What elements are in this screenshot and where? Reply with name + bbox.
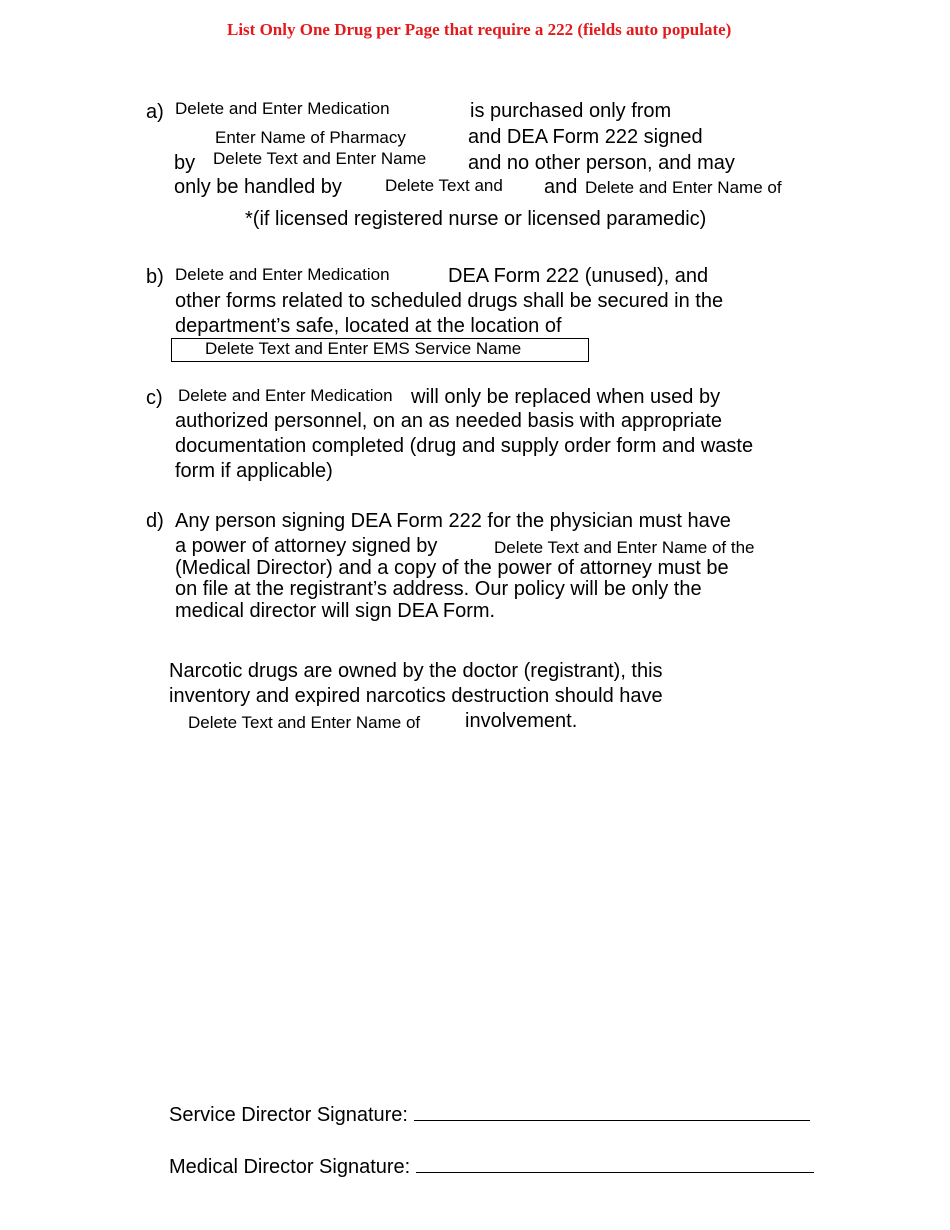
item-a-label: a) <box>146 101 164 123</box>
a-text-1: is purchased only from <box>470 100 672 122</box>
narcotic-text-2: inventory and expired narcotics destruction should have <box>169 685 663 707</box>
b-medication-field[interactable]: Delete and Enter Medication <box>175 265 390 284</box>
medical-director-label: Medical Director Signature: <box>169 1156 411 1178</box>
c-text-1: will only be replaced when used by <box>411 386 721 408</box>
c-text-4: form if applicable) <box>175 460 333 482</box>
b-text-1: DEA Form 222 (unused), and <box>448 265 709 287</box>
narcotic-name-field[interactable]: Delete Text and Enter Name of <box>188 713 421 732</box>
a-medication-field[interactable]: Delete and Enter Medication <box>175 99 390 118</box>
service-director-signature <box>169 1104 810 1127</box>
a-text-4: only be handled by <box>174 176 342 198</box>
d-name-field[interactable]: Delete Text and Enter Name of the <box>494 538 755 557</box>
d-text-2: a power of attorney signed by <box>175 535 438 557</box>
a-text-3: and no other person, and may <box>468 152 735 174</box>
a-handler-field[interactable]: Delete Text and <box>385 176 503 195</box>
d-text-4: on file at the registrant’s address. Our policy will be only the <box>175 578 702 600</box>
a-text-2: and DEA Form 222 signed <box>468 126 703 148</box>
item-d-label: d) <box>146 510 164 532</box>
d-text-1: Any person signing DEA Form 222 for the physician must have <box>175 510 731 532</box>
service-director-label: Service Director Signature: <box>169 1104 408 1126</box>
a-pharmacy-field[interactable]: Enter Name of Pharmacy <box>215 128 406 147</box>
page-header: List Only One Drug per Page that require a 222 (fields auto populate) <box>227 20 732 39</box>
medical-director-signature-line[interactable] <box>416 1156 814 1173</box>
c-medication-field[interactable]: Delete and Enter Medication <box>178 386 393 405</box>
c-text-3: documentation completed (drug and supply order form and waste <box>175 435 754 457</box>
medical-director-signature <box>169 1156 814 1179</box>
d-text-5: medical director will sign DEA Form. <box>175 600 496 622</box>
narcotic-text-1: Narcotic drugs are owned by the doctor (registrant), this <box>169 660 663 682</box>
item-c-label: c) <box>146 387 163 409</box>
service-director-signature-line[interactable] <box>414 1104 810 1121</box>
d-text-3: (Medical Director) and a copy of the power of attorney must be <box>175 557 729 579</box>
narcotic-text-3: involvement. <box>465 710 578 732</box>
b-service-name-field[interactable]: Delete Text and Enter EMS Service Name <box>171 338 589 362</box>
item-b-label: b) <box>146 266 164 288</box>
a-name-of-field[interactable]: Delete and Enter Name of <box>585 178 782 197</box>
a-by-text: by <box>174 152 196 174</box>
b-text-2: other forms related to scheduled drugs shall be secured in the <box>175 290 724 312</box>
a-and-text: and <box>544 176 578 198</box>
a-name-field[interactable]: Delete Text and Enter Name <box>213 149 427 168</box>
a-note: *(if licensed registered nurse or licensed paramedic) <box>245 208 707 230</box>
b-text-3: department’s safe, located at the location of <box>175 315 562 337</box>
c-text-2: authorized personnel, on an as needed basis with appropriate <box>175 410 723 432</box>
